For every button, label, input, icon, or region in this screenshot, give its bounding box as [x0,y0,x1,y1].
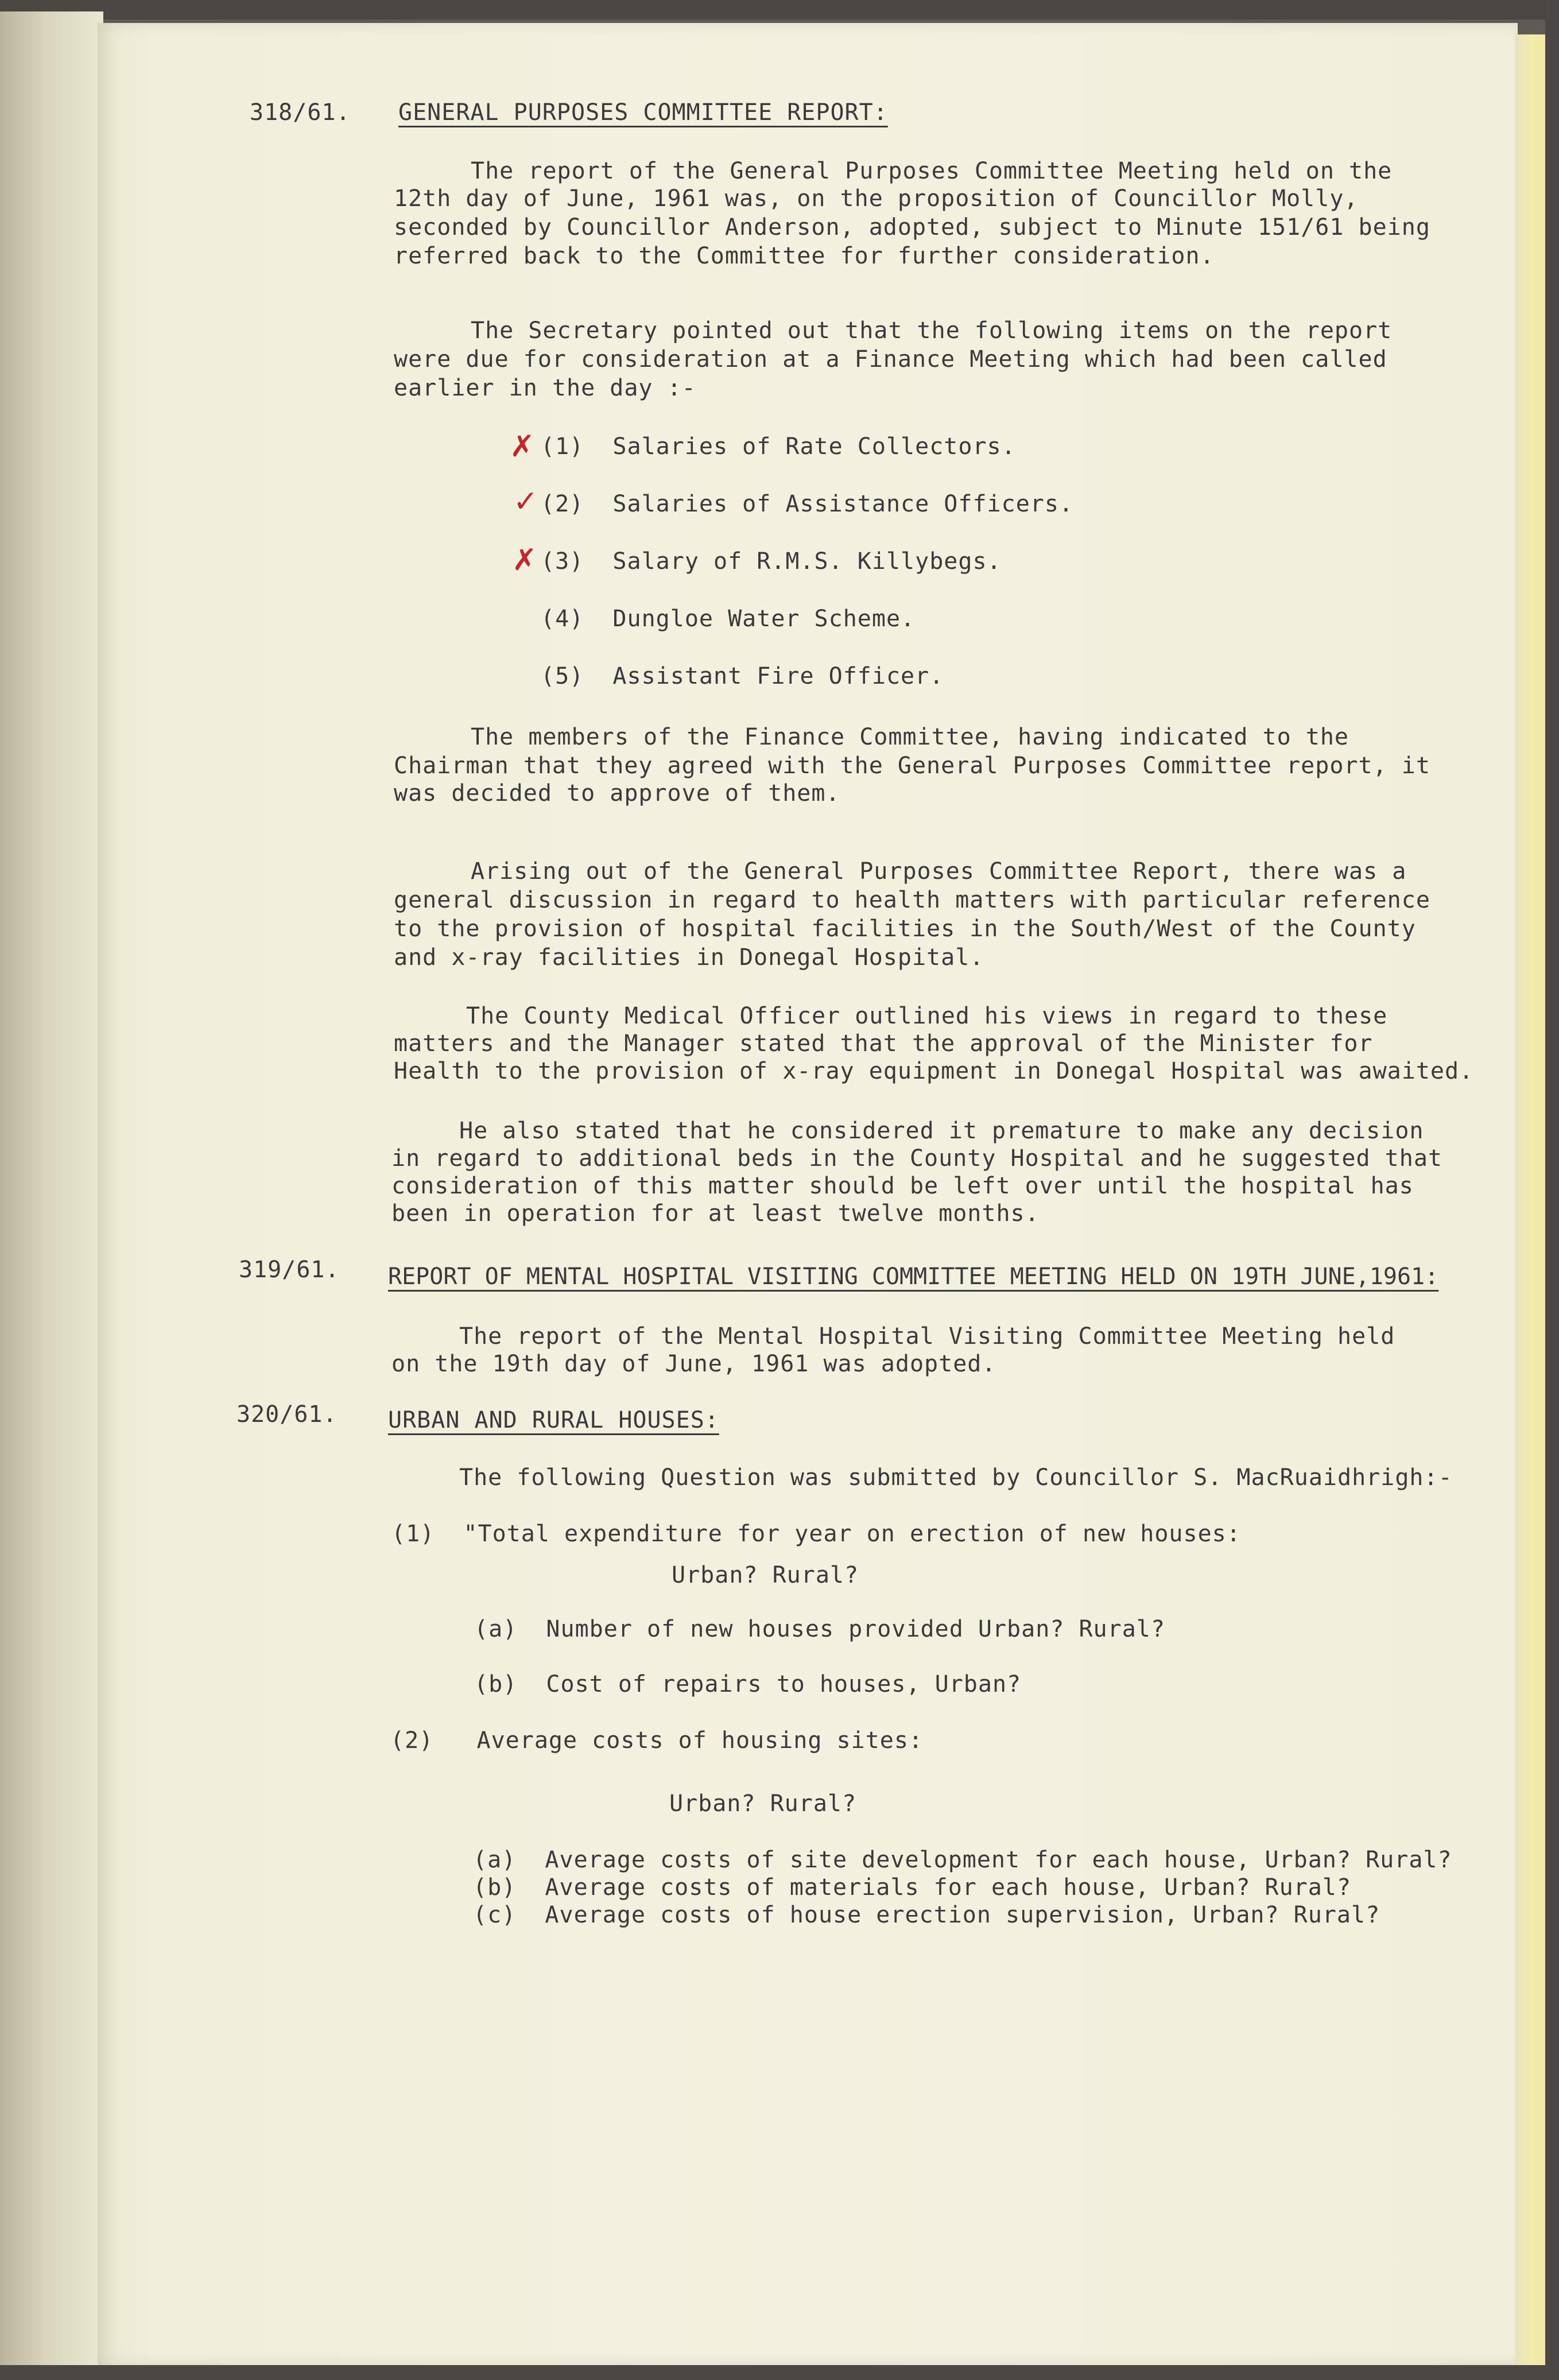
list-item: (3) Salary of R.M.S. Killybegs. [541,548,1002,575]
text-line: matters and the Manager stated that the approval of the Minister for [394,1030,1373,1057]
scan-top-border [0,0,1559,20]
question-text: (2) Average costs of housing sites: [390,1727,924,1754]
text-line: He also stated that he considered it premature to make any decision [459,1118,1424,1144]
text-line: Chairman that they agreed with the General Purposes Committee report, it [394,753,1430,779]
question-subitem: (a) Number of new houses provided Urban? Rural? [474,1616,1165,1642]
red-cross-mark: ✗ [510,429,535,464]
text-line: The report of the Mental Hospital Visiting Committee Meeting held [459,1323,1395,1350]
text-line: in regard to additional beds in the County Hospital and he suggested that [391,1145,1442,1172]
list-item: (5) Assistant Fire Officer. [541,663,944,689]
text-line: been in operation for at least twelve months. [391,1200,1040,1227]
text-line: earlier in the day :- [394,375,696,401]
question-subitem: (a) Average costs of site development for each house, Urban? Rural? [473,1847,1452,1873]
text-line: on the 19th day of June, 1961 was adopted. [391,1351,996,1377]
text-line: consideration of this matter should be left over until the hospital has [391,1173,1414,1199]
text-line: The County Medical Officer outlined his views in regard to these [466,1003,1388,1029]
heading-general-purposes-report: GENERAL PURPOSES COMMITTEE REPORT: [398,99,888,126]
text-line: to the provision of hospital facilities in the South/West of the County [394,916,1416,942]
question-subline: Urban? Rural? [669,1790,857,1817]
page-stack-edge [1515,34,1548,2365]
heading-urban-rural-houses: URBAN AND RURAL HOUSES: [388,1407,719,1433]
list-item: (4) Dungloe Water Scheme. [541,606,916,632]
question-intro: The following Question was submitted by Councillor S. MacRuaidhrigh:- [459,1464,1453,1491]
question-subline: Urban? Rural? [672,1562,859,1588]
text-line: referred back to the Committee for further consideration. [394,243,1215,269]
minute-number-319: 319/61. [239,1257,340,1283]
red-cross-mark: ✗ [512,543,537,577]
text-line: The report of the General Purposes Committee Meeting held on the [471,158,1393,184]
list-item: (1) Salaries of Rate Collectors. [541,433,1016,460]
binding-spine [0,11,103,2365]
minute-number-320: 320/61. [236,1401,338,1428]
text-line: and x-ray facilities in Donegal Hospital. [394,944,984,971]
text-line: The members of the Finance Committee, having indicated to the [471,724,1349,750]
question-subitem: (b) Cost of repairs to houses, Urban? [474,1671,1022,1697]
red-tick-mark: ✓ [513,484,538,519]
heading-mental-hospital-report: REPORT OF MENTAL HOSPITAL VISITING COMMITTEE MEETING HELD ON 19TH JUNE,1961: [388,1263,1439,1290]
question-subitem: (c) Average costs of house erection supervision, Urban? Rural? [473,1902,1380,1928]
text-line: 12th day of June, 1961 was, on the proposition of Councillor Molly, [394,185,1359,212]
scan-right-border [1545,0,1559,2380]
text-line: Health to the provision of x-ray equipment in Donegal Hospital was awaited. [394,1058,1474,1084]
text-line: general discussion in regard to health matters with particular reference [394,887,1430,913]
question-subitem: (b) Average costs of materials for each house, Urban? Rural? [473,1874,1352,1901]
text-line: seconded by Councillor Anderson, adopted, subject to Minute 151/61 being [394,214,1430,241]
question-text: (1) "Total expenditure for year on erection of new houses: [391,1521,1241,1547]
scan-bottom-border [0,2365,1559,2380]
text-line: Arising out of the General Purposes Committee Report, there was a [471,858,1407,885]
text-line: was decided to approve of them. [394,780,840,807]
text-line: were due for consideration at a Finance Meeting which had been called [394,346,1387,373]
minute-number-318: 318/61. [250,99,351,126]
list-item: (2) Salaries of Assistance Officers. [541,491,1074,517]
text-line: The Secretary pointed out that the following items on the report [471,317,1393,344]
